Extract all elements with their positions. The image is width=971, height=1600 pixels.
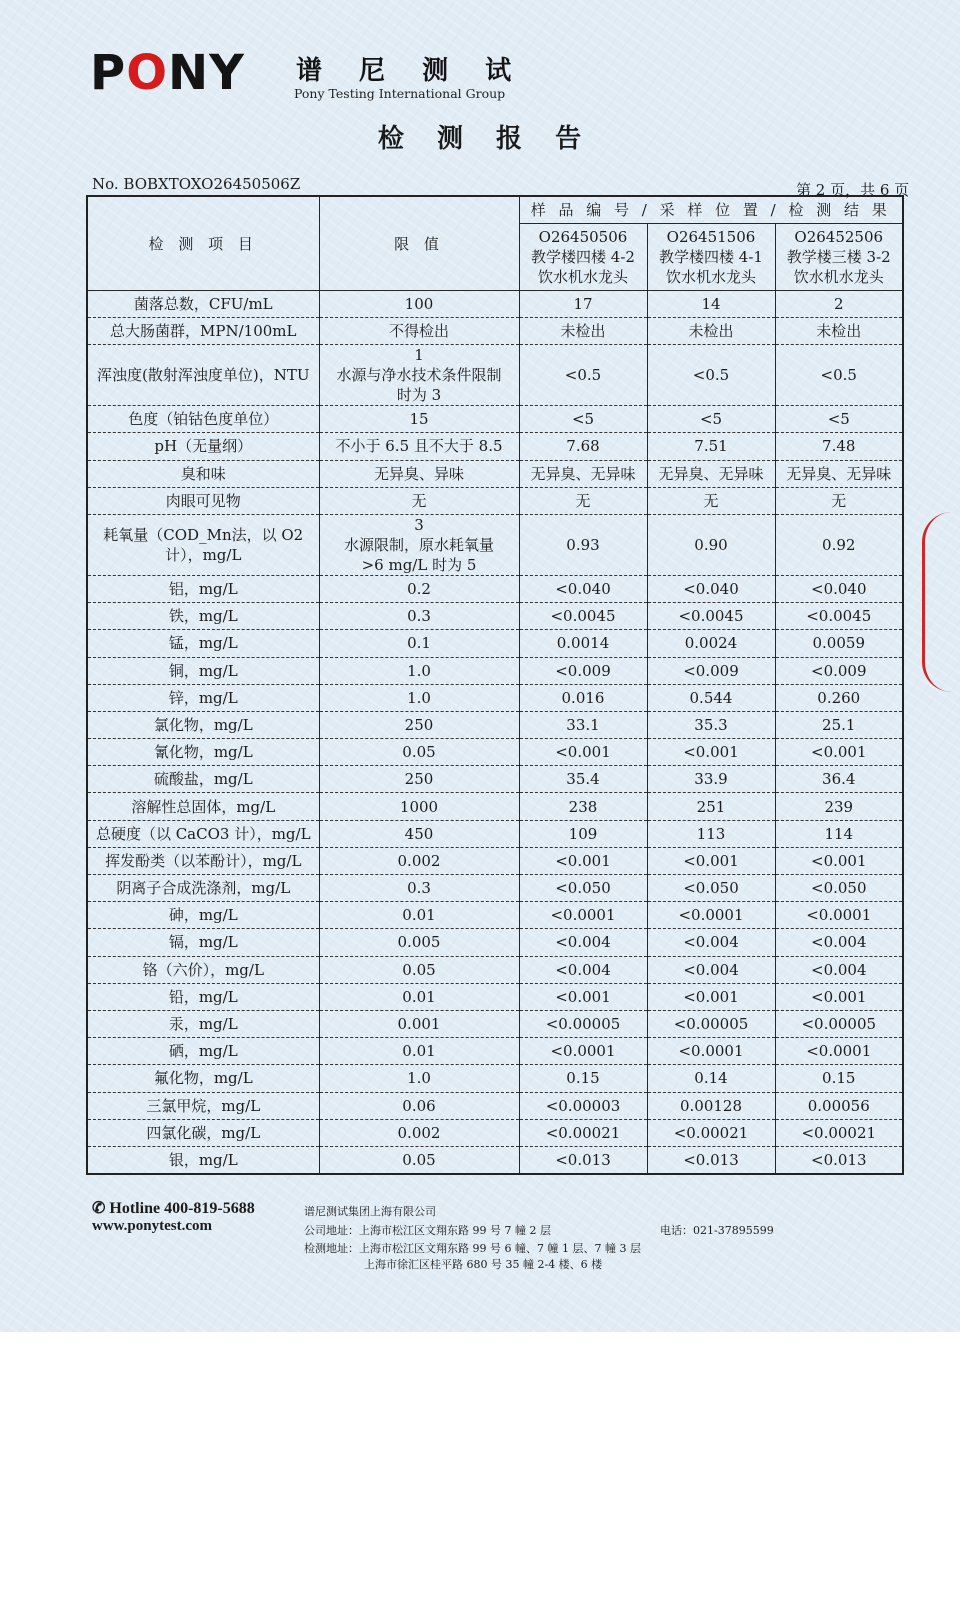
limit-cell: 0.005 bbox=[319, 929, 519, 956]
table-row bbox=[87, 630, 903, 657]
limit-cell: 1.0 bbox=[319, 657, 519, 684]
sample-id: O26452506 bbox=[794, 228, 884, 246]
result-cell: <0.00005 bbox=[519, 1010, 647, 1037]
result-cell: <0.009 bbox=[519, 657, 647, 684]
test-results-table bbox=[86, 195, 904, 1175]
website-link[interactable]: www.ponytest.com bbox=[92, 1218, 212, 1234]
result-cell: 113 bbox=[647, 820, 775, 847]
result-cell: <0.00005 bbox=[775, 1010, 903, 1037]
limit-cell: 450 bbox=[319, 820, 519, 847]
result-cell: 36.4 bbox=[775, 766, 903, 793]
result-cell: 17 bbox=[519, 291, 647, 318]
table-row bbox=[87, 318, 903, 345]
table-row bbox=[87, 711, 903, 738]
header-sample-group: 样 品 编 号 / 采 样 位 置 / 检 测 结 果 bbox=[519, 196, 903, 224]
result-cell: 0.016 bbox=[519, 684, 647, 711]
limit-cell: 0.01 bbox=[319, 902, 519, 929]
result-cell: 0.90 bbox=[647, 514, 775, 575]
footer-address: 公司地址：上海市松江区文翔东路 99 号 7 幢 2 层 bbox=[304, 1224, 551, 1237]
hotline: ✆ Hotline 400-819-5688 bbox=[92, 1200, 255, 1217]
result-cell: 238 bbox=[519, 793, 647, 820]
table-row bbox=[87, 875, 903, 902]
limit-cell: 100 bbox=[319, 291, 519, 318]
sample-id: O26451506 bbox=[666, 228, 756, 246]
result-cell: 无异臭、无异味 bbox=[775, 460, 903, 487]
limit-cell: 1000 bbox=[319, 793, 519, 820]
result-cell: <0.004 bbox=[775, 929, 903, 956]
footer-lab-address-1: 检测地址：上海市松江区文翔东路 99 号 6 幢、7 幢 1 层、7 幢 3 层 bbox=[304, 1242, 641, 1255]
test-item-cell: 银，mg/L bbox=[87, 1146, 319, 1173]
table-row bbox=[87, 345, 903, 406]
result-cell: <0.0001 bbox=[519, 902, 647, 929]
table-row bbox=[87, 983, 903, 1010]
result-cell: 7.68 bbox=[519, 433, 647, 460]
result-cell: 0.93 bbox=[519, 514, 647, 575]
result-cell: 33.9 bbox=[647, 766, 775, 793]
result-cell: 35.4 bbox=[519, 766, 647, 793]
table-row bbox=[87, 406, 903, 433]
table-row bbox=[87, 603, 903, 630]
result-cell: <0.004 bbox=[519, 929, 647, 956]
result-cell: 0.14 bbox=[647, 1065, 775, 1092]
test-item-cell: 锌，mg/L bbox=[87, 684, 319, 711]
limit-cell: 1 水源与净水技术条件限制 时为 3 bbox=[319, 345, 519, 406]
table-row bbox=[87, 291, 903, 318]
sample-loc2: 饮水机水龙头 bbox=[537, 268, 628, 286]
result-cell: <0.0001 bbox=[775, 902, 903, 929]
result-cell: 0.0014 bbox=[519, 630, 647, 657]
result-cell: <0.050 bbox=[647, 875, 775, 902]
table-row bbox=[87, 1038, 903, 1065]
limit-cell: 无异臭、异味 bbox=[319, 460, 519, 487]
result-cell: 0.0059 bbox=[775, 630, 903, 657]
sample-loc1: 教学楼四楼 4-1 bbox=[659, 248, 763, 266]
result-cell: <5 bbox=[647, 406, 775, 433]
test-item-cell: 镉，mg/L bbox=[87, 929, 319, 956]
test-item-cell: pH（无量纲） bbox=[87, 433, 319, 460]
result-cell: 未检出 bbox=[519, 318, 647, 345]
table-row bbox=[87, 514, 903, 575]
table-row bbox=[87, 929, 903, 956]
table-row bbox=[87, 1092, 903, 1119]
result-cell: 未检出 bbox=[775, 318, 903, 345]
result-cell: <0.00003 bbox=[519, 1092, 647, 1119]
result-cell: <0.00005 bbox=[647, 1010, 775, 1037]
result-cell: 未检出 bbox=[647, 318, 775, 345]
test-item-cell: 锰，mg/L bbox=[87, 630, 319, 657]
test-item-cell: 阴离子合成洗涤剂，mg/L bbox=[87, 875, 319, 902]
result-cell: <0.0045 bbox=[775, 603, 903, 630]
test-item-cell: 总硬度（以 CaCO3 计），mg/L bbox=[87, 820, 319, 847]
limit-cell: 0.2 bbox=[319, 575, 519, 602]
result-cell: <0.001 bbox=[775, 847, 903, 874]
result-cell: <0.0001 bbox=[647, 1038, 775, 1065]
limit-cell: 0.1 bbox=[319, 630, 519, 657]
result-cell: 109 bbox=[519, 820, 647, 847]
limit-cell: 1.0 bbox=[319, 684, 519, 711]
test-item-cell: 氰化物，mg/L bbox=[87, 739, 319, 766]
result-cell: <0.050 bbox=[775, 875, 903, 902]
test-item-cell: 汞，mg/L bbox=[87, 1010, 319, 1037]
result-cell: <0.013 bbox=[519, 1146, 647, 1173]
result-cell: 0.92 bbox=[775, 514, 903, 575]
table-row bbox=[87, 956, 903, 983]
test-item-cell: 四氯化碳，mg/L bbox=[87, 1119, 319, 1146]
test-item-cell: 硒，mg/L bbox=[87, 1038, 319, 1065]
limit-cell: 0.01 bbox=[319, 1038, 519, 1065]
result-cell: 114 bbox=[775, 820, 903, 847]
sample-loc1: 教学楼四楼 4-2 bbox=[531, 248, 635, 266]
result-cell: <0.00021 bbox=[519, 1119, 647, 1146]
limit-cell: 无 bbox=[319, 487, 519, 514]
result-cell: <0.5 bbox=[647, 345, 775, 406]
result-cell: <0.050 bbox=[519, 875, 647, 902]
limit-cell: 0.3 bbox=[319, 603, 519, 630]
test-item-cell: 臭和味 bbox=[87, 460, 319, 487]
result-cell: <0.001 bbox=[647, 739, 775, 766]
limit-cell: 0.06 bbox=[319, 1092, 519, 1119]
table-row bbox=[87, 684, 903, 711]
result-cell: <0.004 bbox=[519, 956, 647, 983]
result-cell: <0.001 bbox=[647, 983, 775, 1010]
result-cell: <0.001 bbox=[519, 847, 647, 874]
table-row bbox=[87, 575, 903, 602]
result-cell: 无 bbox=[647, 487, 775, 514]
page-indicator: 第 2 页，共 6 页 bbox=[796, 181, 910, 199]
sample-header-3 bbox=[775, 224, 903, 291]
table-row bbox=[87, 460, 903, 487]
report-number: No. BOBXTOXO26450506Z bbox=[92, 175, 301, 193]
result-cell: <0.5 bbox=[519, 345, 647, 406]
result-cell: 0.0024 bbox=[647, 630, 775, 657]
limit-cell: 250 bbox=[319, 766, 519, 793]
result-cell: 无异臭、无异味 bbox=[519, 460, 647, 487]
result-cell: 25.1 bbox=[775, 711, 903, 738]
table-row bbox=[87, 657, 903, 684]
result-cell: <0.001 bbox=[775, 983, 903, 1010]
limit-cell: 不得检出 bbox=[319, 318, 519, 345]
result-cell: <0.0045 bbox=[519, 603, 647, 630]
result-cell: <0.00021 bbox=[647, 1119, 775, 1146]
sample-loc2: 饮水机水龙头 bbox=[665, 268, 756, 286]
test-item-cell: 硫酸盐，mg/L bbox=[87, 766, 319, 793]
table-row bbox=[87, 902, 903, 929]
result-cell: <0.5 bbox=[775, 345, 903, 406]
result-cell: 239 bbox=[775, 793, 903, 820]
result-cell: 无 bbox=[519, 487, 647, 514]
result-cell: 2 bbox=[775, 291, 903, 318]
result-cell: <0.001 bbox=[647, 847, 775, 874]
result-cell: <0.040 bbox=[775, 575, 903, 602]
result-cell: <0.013 bbox=[775, 1146, 903, 1173]
test-item-cell: 三氯甲烷，mg/L bbox=[87, 1092, 319, 1119]
result-cell: <0.001 bbox=[519, 983, 647, 1010]
sample-loc2: 饮水机水龙头 bbox=[793, 268, 884, 286]
table-row bbox=[87, 793, 903, 820]
sample-id: O26450506 bbox=[538, 228, 628, 246]
result-cell: <0.009 bbox=[647, 657, 775, 684]
test-item-cell: 菌落总数，CFU/mL bbox=[87, 291, 319, 318]
result-cell: <0.040 bbox=[647, 575, 775, 602]
test-item-cell: 氟化物，mg/L bbox=[87, 1065, 319, 1092]
result-cell: <0.0001 bbox=[519, 1038, 647, 1065]
result-cell: <0.004 bbox=[647, 929, 775, 956]
footer-phone: 电话：021-37895599 bbox=[660, 1224, 774, 1237]
test-item-cell: 色度（铂钴色度单位） bbox=[87, 406, 319, 433]
result-cell: <0.001 bbox=[775, 739, 903, 766]
result-cell: 33.1 bbox=[519, 711, 647, 738]
limit-cell: 不小于 6.5 且不大于 8.5 bbox=[319, 433, 519, 460]
limit-cell: 0.05 bbox=[319, 739, 519, 766]
table-row bbox=[87, 1010, 903, 1037]
result-cell: 7.48 bbox=[775, 433, 903, 460]
test-item-cell: 砷，mg/L bbox=[87, 902, 319, 929]
result-cell: <0.013 bbox=[647, 1146, 775, 1173]
limit-cell: 0.05 bbox=[319, 956, 519, 983]
header-limit: 限 值 bbox=[319, 196, 519, 291]
test-item-cell: 铝，mg/L bbox=[87, 575, 319, 602]
result-cell: <5 bbox=[519, 406, 647, 433]
limit-cell: 0.001 bbox=[319, 1010, 519, 1037]
header-test-item: 检 测 项 目 bbox=[87, 196, 319, 291]
test-item-cell: 铁，mg/L bbox=[87, 603, 319, 630]
limit-cell: 0.002 bbox=[319, 1119, 519, 1146]
test-item-cell: 肉眼可见物 bbox=[87, 487, 319, 514]
company-name-cn: 谱 尼 测 试 bbox=[296, 56, 526, 86]
limit-cell: 15 bbox=[319, 406, 519, 433]
sample-loc1: 教学楼三楼 3-2 bbox=[786, 248, 891, 266]
test-item-cell: 总大肠菌群，MPN/100mL bbox=[87, 318, 319, 345]
limit-cell: 0.3 bbox=[319, 875, 519, 902]
logo-text: PONY bbox=[90, 45, 245, 101]
result-cell: 0.544 bbox=[647, 684, 775, 711]
limit-cell: 0.002 bbox=[319, 847, 519, 874]
test-item-cell: 挥发酚类（以苯酚计），mg/L bbox=[87, 847, 319, 874]
result-cell: <0.0001 bbox=[647, 902, 775, 929]
table-row bbox=[87, 487, 903, 514]
limit-cell: 0.05 bbox=[319, 1146, 519, 1173]
company-logo bbox=[90, 45, 245, 101]
result-cell: 0.15 bbox=[519, 1065, 647, 1092]
result-cell: 0.260 bbox=[775, 684, 903, 711]
result-cell: <0.004 bbox=[647, 956, 775, 983]
result-cell: <0.009 bbox=[775, 657, 903, 684]
red-stamp-seal bbox=[922, 512, 952, 692]
limit-cell: 0.01 bbox=[319, 983, 519, 1010]
sample-header-1 bbox=[519, 224, 647, 291]
result-cell: <0.004 bbox=[775, 956, 903, 983]
test-item-cell: 耗氧量（COD_Mn法，以 O2 计），mg/L bbox=[87, 514, 319, 575]
result-cell: 无 bbox=[775, 487, 903, 514]
table-row bbox=[87, 1146, 903, 1173]
report-title: 检 测 报 告 bbox=[377, 124, 594, 154]
table-row bbox=[87, 847, 903, 874]
test-item-cell: 溶解性总固体，mg/L bbox=[87, 793, 319, 820]
table-row bbox=[87, 820, 903, 847]
result-cell: <5 bbox=[775, 406, 903, 433]
company-name-en: Pony Testing International Group bbox=[294, 86, 506, 101]
limit-cell: 250 bbox=[319, 711, 519, 738]
result-cell: 7.51 bbox=[647, 433, 775, 460]
result-cell: 0.15 bbox=[775, 1065, 903, 1092]
result-cell: 14 bbox=[647, 291, 775, 318]
test-item-cell: 铬（六价），mg/L bbox=[87, 956, 319, 983]
table-row bbox=[87, 739, 903, 766]
result-cell: <0.00021 bbox=[775, 1119, 903, 1146]
result-cell: 251 bbox=[647, 793, 775, 820]
table-row bbox=[87, 1065, 903, 1092]
table-row bbox=[87, 433, 903, 460]
test-item-cell: 铜，mg/L bbox=[87, 657, 319, 684]
table-row bbox=[87, 766, 903, 793]
limit-cell: 1.0 bbox=[319, 1065, 519, 1092]
result-cell: 35.3 bbox=[647, 711, 775, 738]
result-cell: <0.0001 bbox=[775, 1038, 903, 1065]
result-cell: <0.040 bbox=[519, 575, 647, 602]
table-row bbox=[87, 1119, 903, 1146]
test-item-cell: 氯化物，mg/L bbox=[87, 711, 319, 738]
result-cell: 0.00056 bbox=[775, 1092, 903, 1119]
result-cell: <0.001 bbox=[519, 739, 647, 766]
limit-cell: 3 水源限制，原水耗氧量 >6 mg/L 时为 5 bbox=[319, 514, 519, 575]
sample-header-2 bbox=[647, 224, 775, 291]
result-cell: 无异臭、无异味 bbox=[647, 460, 775, 487]
test-item-cell: 浑浊度(散射浑浊度单位)，NTU bbox=[87, 345, 319, 406]
footer-lab-address-2: 上海市徐汇区桂平路 680 号 35 幢 2-4 楼、6 楼 bbox=[364, 1258, 603, 1271]
result-cell: <0.0045 bbox=[647, 603, 775, 630]
footer-company: 谱尼测试集团上海有限公司 bbox=[304, 1205, 436, 1218]
test-item-cell: 铅，mg/L bbox=[87, 983, 319, 1010]
result-cell: 0.00128 bbox=[647, 1092, 775, 1119]
